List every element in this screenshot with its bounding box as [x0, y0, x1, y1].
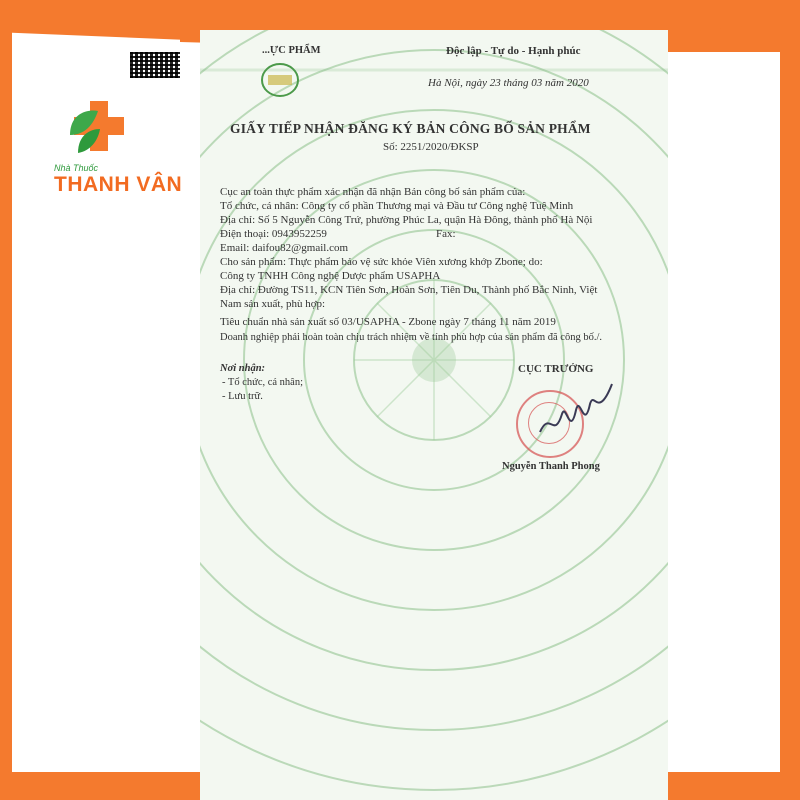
document-title: GIẤY TIẾP NHẬN ĐĂNG KÝ BẢN CÔNG BỐ SẢN PHẨM	[230, 121, 591, 136]
body-line: Cho sản phẩm: Thực phẩm bảo vệ sức khỏe Viên xương khớp Zbone; do:	[220, 256, 543, 268]
recipient-item: - Tổ chức, cá nhân;	[222, 377, 304, 388]
document-number: Số: 2251/2020/ĐKSP	[383, 141, 479, 153]
body-line: Doanh nghiệp phải hoàn toàn chịu trách nhiệm về tính phù hợp của sản phẩm đã công bố./.	[220, 332, 602, 343]
certificate-document	[200, 30, 668, 800]
recipient-item: - Lưu trữ.	[222, 391, 263, 402]
body-line: Nam sản xuất, phù hợp:	[220, 298, 326, 310]
right-panel	[668, 52, 780, 772]
recipients-title: Nơi nhận:	[220, 363, 266, 374]
body-line: Cục an toàn thực phẩm xác nhận đã nhận Bản công bố sản phẩm của:	[220, 186, 526, 198]
pharmacy-logo	[40, 95, 190, 196]
issue-date: Hà Nội, ngày 23 tháng 03 năm 2020	[428, 77, 589, 89]
body-line: Tiêu chuẩn nhà sản xuất số 03/USAPHA - Zbone ngày 7 tháng 11 năm 2019	[220, 316, 556, 328]
ministry-header: ...ỰC PHẨM	[262, 45, 321, 56]
body-line: Công ty TNHH Công nghệ Dược phẩm USAPHA	[220, 270, 441, 282]
signature-icon	[536, 380, 616, 450]
pharmacy-name: THANH VÂN	[54, 173, 183, 196]
motto: Độc lập - Tự do - Hạnh phúc	[446, 45, 581, 57]
body-line: Địa chỉ: Đường TS11, KCN Tiên Sơn, Hoàn Sơn, Tiên Du, Thành phố Bắc Ninh, Việt	[220, 284, 598, 296]
signer-name: Nguyễn Thanh Phong	[502, 461, 600, 472]
pharmacy-small-label: Nhà Thuốc	[54, 163, 99, 173]
body-line: Điện thoại: 0943952259	[220, 228, 327, 240]
seal-logo-icon	[258, 60, 302, 100]
cross-leaf-icon	[60, 95, 130, 161]
body-line: Tổ chức, cá nhân: Công ty cổ phần Thương mại và Đầu tư Công nghệ Tuệ Minh	[220, 200, 574, 212]
signer-title: CỤC TRƯỞNG	[518, 363, 594, 375]
body-line: Email: daifou82@gmail.com	[220, 242, 349, 254]
body-line: Địa chỉ: Số 5 Nguyễn Công Trứ, phường Phúc La, quận Hà Đông, thành phố Hà Nội	[220, 214, 593, 226]
qr-code	[130, 52, 180, 78]
fax-label: Fax:	[436, 228, 456, 240]
